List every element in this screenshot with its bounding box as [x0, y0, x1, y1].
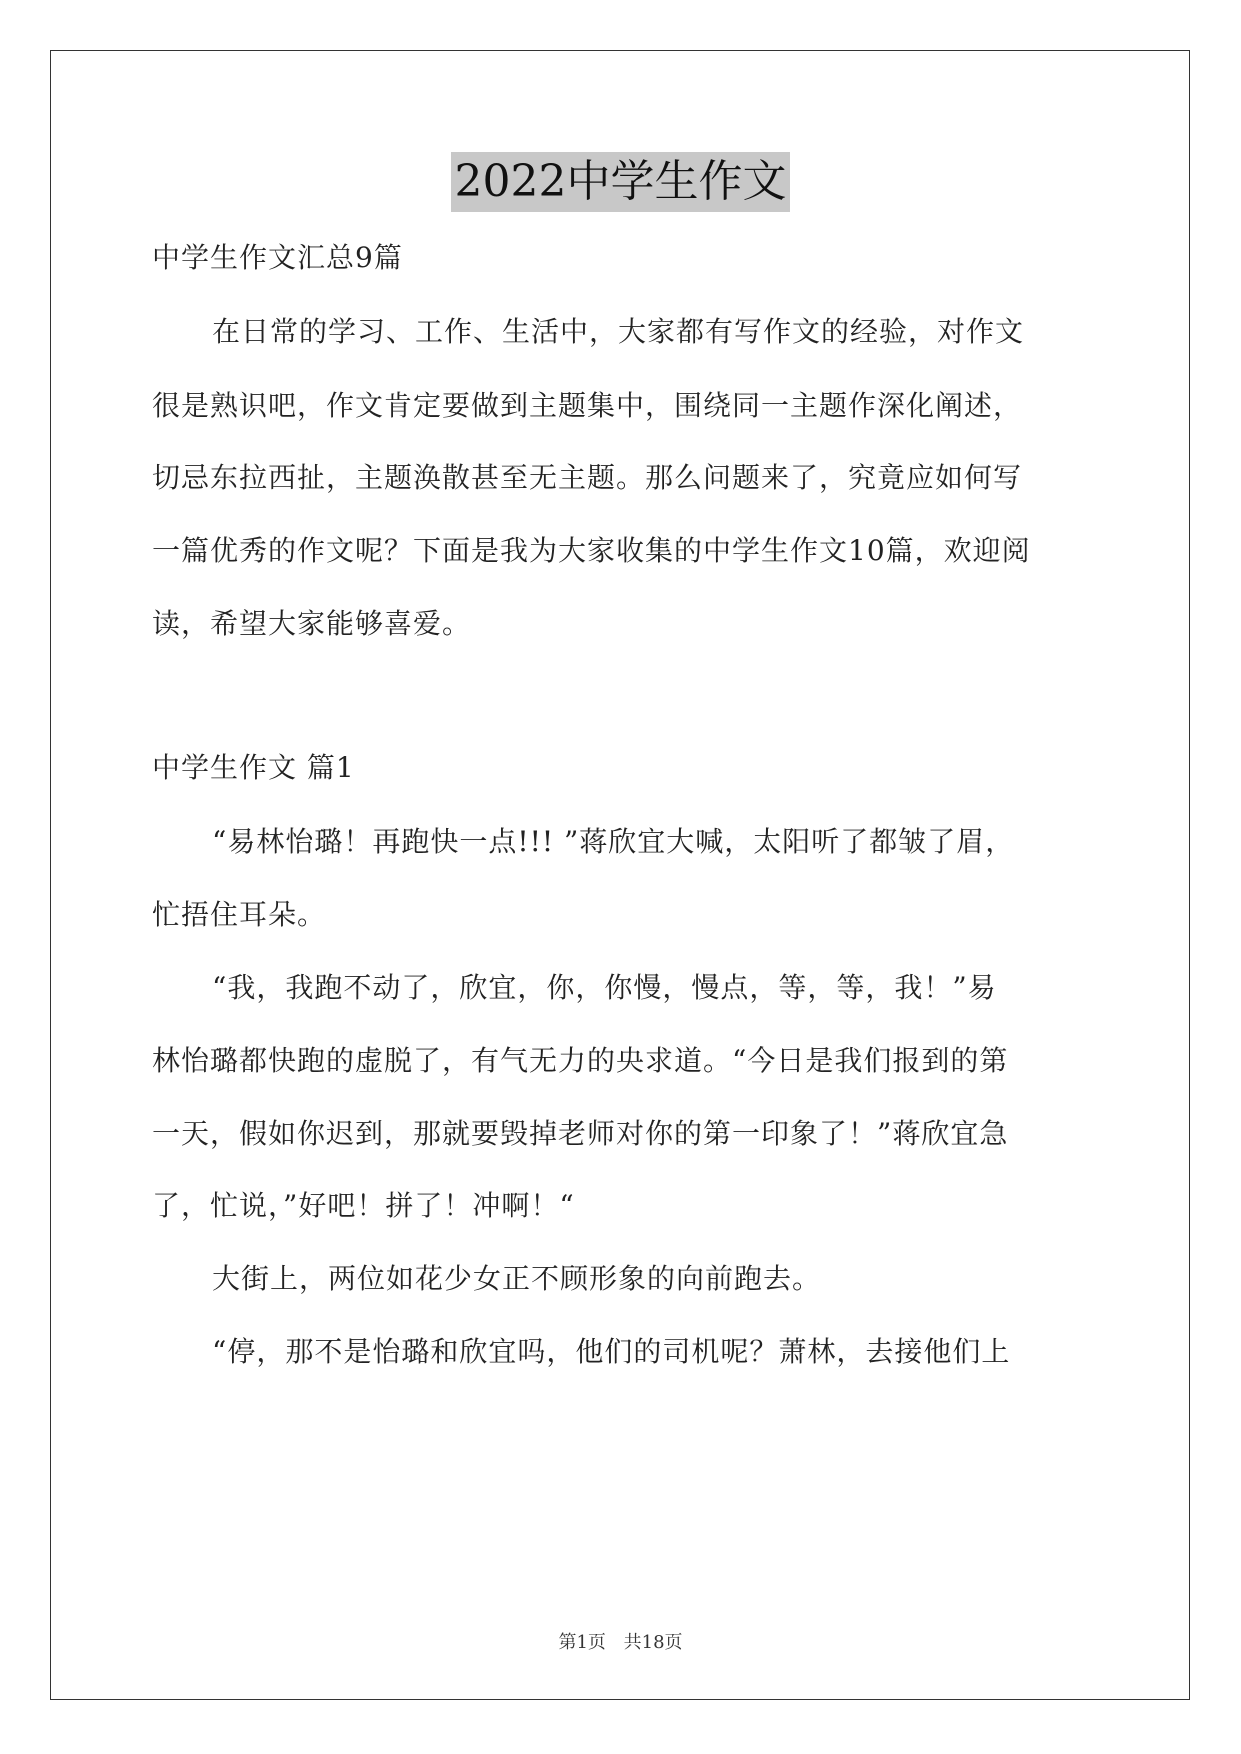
page-total: 共18页 [623, 1632, 683, 1653]
title-container [0, 152, 1241, 212]
intro-line-3: 切忌东拉西扯，主题涣散甚至无主题。那么问题来了，究竟应如何写 [152, 461, 1023, 494]
page-title: 2022中学生作文 [451, 152, 791, 212]
intro-line-2: 很是熟识吧，作文肯定要做到主题集中，围绕同一主题作深化阐述， [152, 389, 1023, 422]
body-line-5: 一天，假如你迟到，那就要毁掉老师对你的第一印象了！”蒋欣宜急 [152, 1117, 1009, 1150]
body-line-6: 了，忙说，”好吧！拼了！冲啊！“ [152, 1189, 575, 1222]
intro-line-5: 读，希望大家能够喜爱。 [152, 607, 472, 640]
body-line-4: 林怡璐都快跑的虚脱了，有气无力的央求道。“今日是我们报到的第 [152, 1044, 1009, 1077]
intro-line-1: 在日常的学习、工作、生活中，大家都有写作文的经验，对作文 [212, 315, 1025, 348]
body-line-8: “停，那不是怡璐和欣宜吗，他们的司机呢？萧林，去接他们上 [212, 1335, 1011, 1368]
body-line-3: “我，我跑不动了，欣宜，你，你慢，慢点，等，等，我！”易 [212, 971, 997, 1004]
body-line-7: 大街上，两位如花少女正不顾形象的向前跑去。 [212, 1262, 822, 1295]
page-number: 第1页 [558, 1632, 606, 1653]
subtitle: 中学生作文汇总9篇 [152, 241, 403, 274]
page-border [50, 50, 1190, 1700]
body-line-1: “易林怡璐！再跑快一点!!! ”蒋欣宜大喊，太阳听了都皱了眉， [212, 825, 1015, 858]
section-heading: 中学生作文 篇1 [152, 751, 355, 784]
body-line-2: 忙捂住耳朵。 [152, 898, 327, 931]
page-footer [0, 1628, 1241, 1654]
intro-line-4: 一篇优秀的作文呢？下面是我为大家收集的中学生作文10篇，欢迎阅 [152, 534, 1031, 567]
